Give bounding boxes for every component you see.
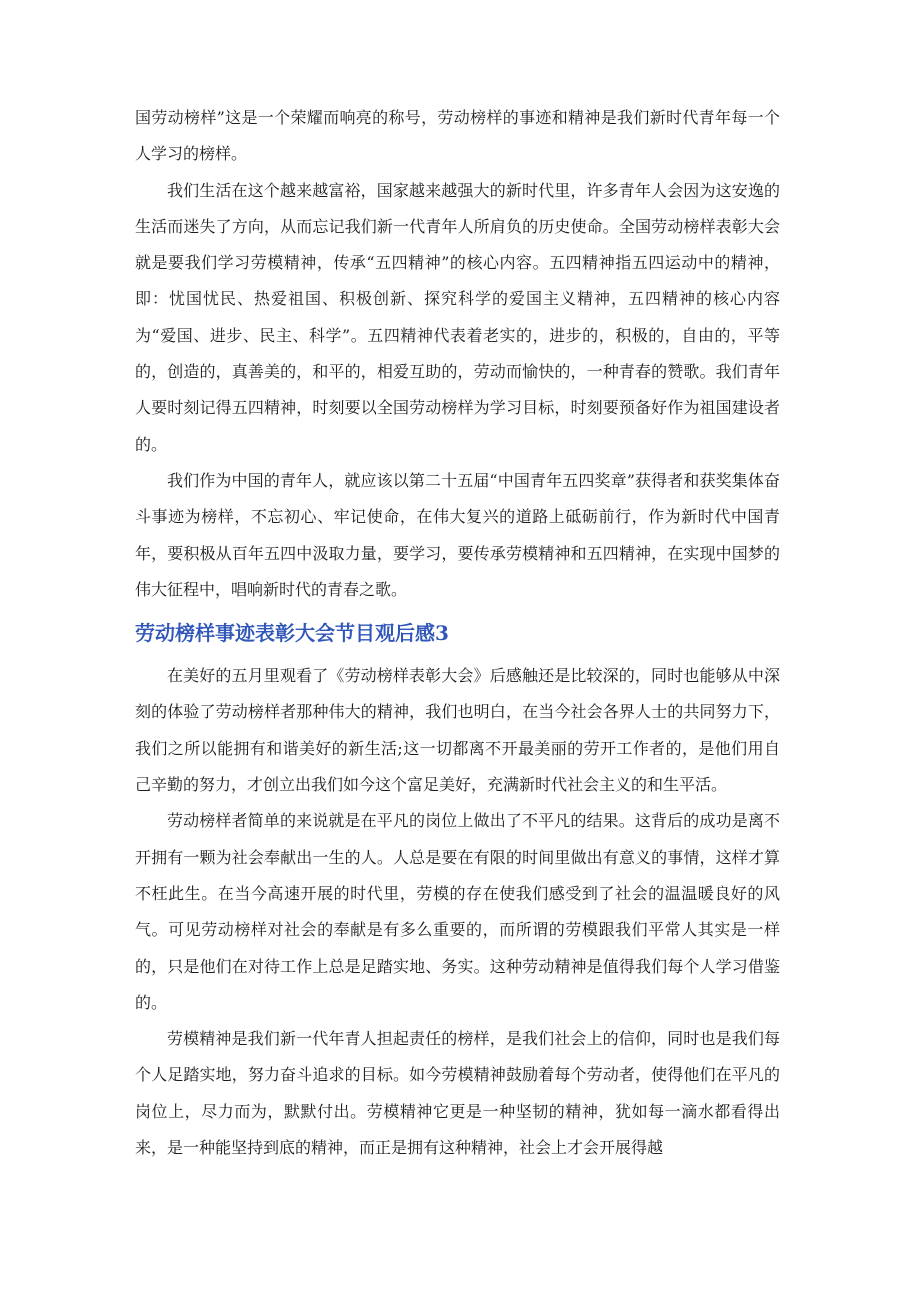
paragraph-2: 我们生活在这个越来越富裕，国家越来越强大的新时代里，许多青年人会因为这安逸的生活而迷失了方向，从而忘记我们新一代青年人所肩负的历史使命。全国劳动榜样表彰大会就是要我们学习劳模精神，传承“五四精神”的核心内容。五四精神指五四运动中的精神，即：忧国忧民、热爱祖国、积极创新、探究科学的爱国主义精神，五四精神的核心内容为“爱国、进步、民主、科学”。五四精神代表着老实的，进步的，积极的，自由的，平等的，创造的，真善美的，和平的，相爱互助的，劳动而愉快的，一种青春的赞歌。我们青年人要时刻记得五四精神，时刻要以全国劳动榜样为学习目标，时刻要预备好作为祖国建设者的。 bbox=[135, 180, 780, 454]
paragraph-5: 劳动榜样者简单的来说就是在平凡的岗位上做出了不平凡的结果。这背后的成功是离不开拥有一颗为社会奉献出一生的人。人总是要在有限的时间里做出有意义的事情，这样才算不枉此生。在当今高速开展的时代里，劳模的存在使我们感受到了社会的温温暖良好的风气。可见劳动榜样对社会的奉献是有多么重要的，而所谓的劳模跟我们平常人其实是一样的，只是他们在对待工作上总是足踏实地、务实。这种劳动精神是值得我们每个人学习借鉴的。 bbox=[135, 811, 780, 1012]
document-body bbox=[135, 100, 780, 1166]
paragraph-6: 劳模精神是我们新一代年青人担起责任的榜样，是我们社会上的信仰，同时也是我们每个人足踏实地，努力奋斗追求的目标。如今劳模精神鼓励着每个劳动者，使得他们在平凡的岗位上，尽力而为，默默付出。劳模精神它更是一种坚韧的精神，犹如每一滴水都看得出来，是一种能坚持到底的精神，而正是拥有这种精神，社会上才会开展得越 bbox=[135, 1029, 780, 1158]
paragraph-4: 在美好的五月里观看了《劳动榜样表彰大会》后感触还是比较深的，同时也能够从中深刻的体验了劳动榜样者那种伟大的精神，我们也明白，在当今社会各界人士的共同努力下，我们之所以能拥有和谐美好的新生活;这一切都离不开最美丽的劳开工作者的，是他们用自己辛勤的努力，才创立出我们如今这个富足美好，充满新时代社会主义的和生平活。 bbox=[135, 666, 780, 795]
paragraph-3: 我们作为中国的青年人，就应该以第二十五届“中国青年五四奖章”获得者和获奖集体奋斗事迹为榜样，不忘初心、牢记使命，在伟大复兴的道路上砥砺前行，作为新时代中国青年，要积极从百年五四中汲取力量，要学习，要传承劳模精神和五四精神，在实现中国梦的伟大征程中，唱响新时代的青春之歌。 bbox=[135, 470, 780, 599]
paragraph-1: 国劳动榜样”这是一个荣耀而响亮的称号，劳动榜样的事迹和精神是我们新时代青年每一个人学习的榜样。 bbox=[135, 108, 780, 164]
section-heading: 劳动榜样事迹表彰大会节目观后感3 bbox=[135, 621, 449, 646]
